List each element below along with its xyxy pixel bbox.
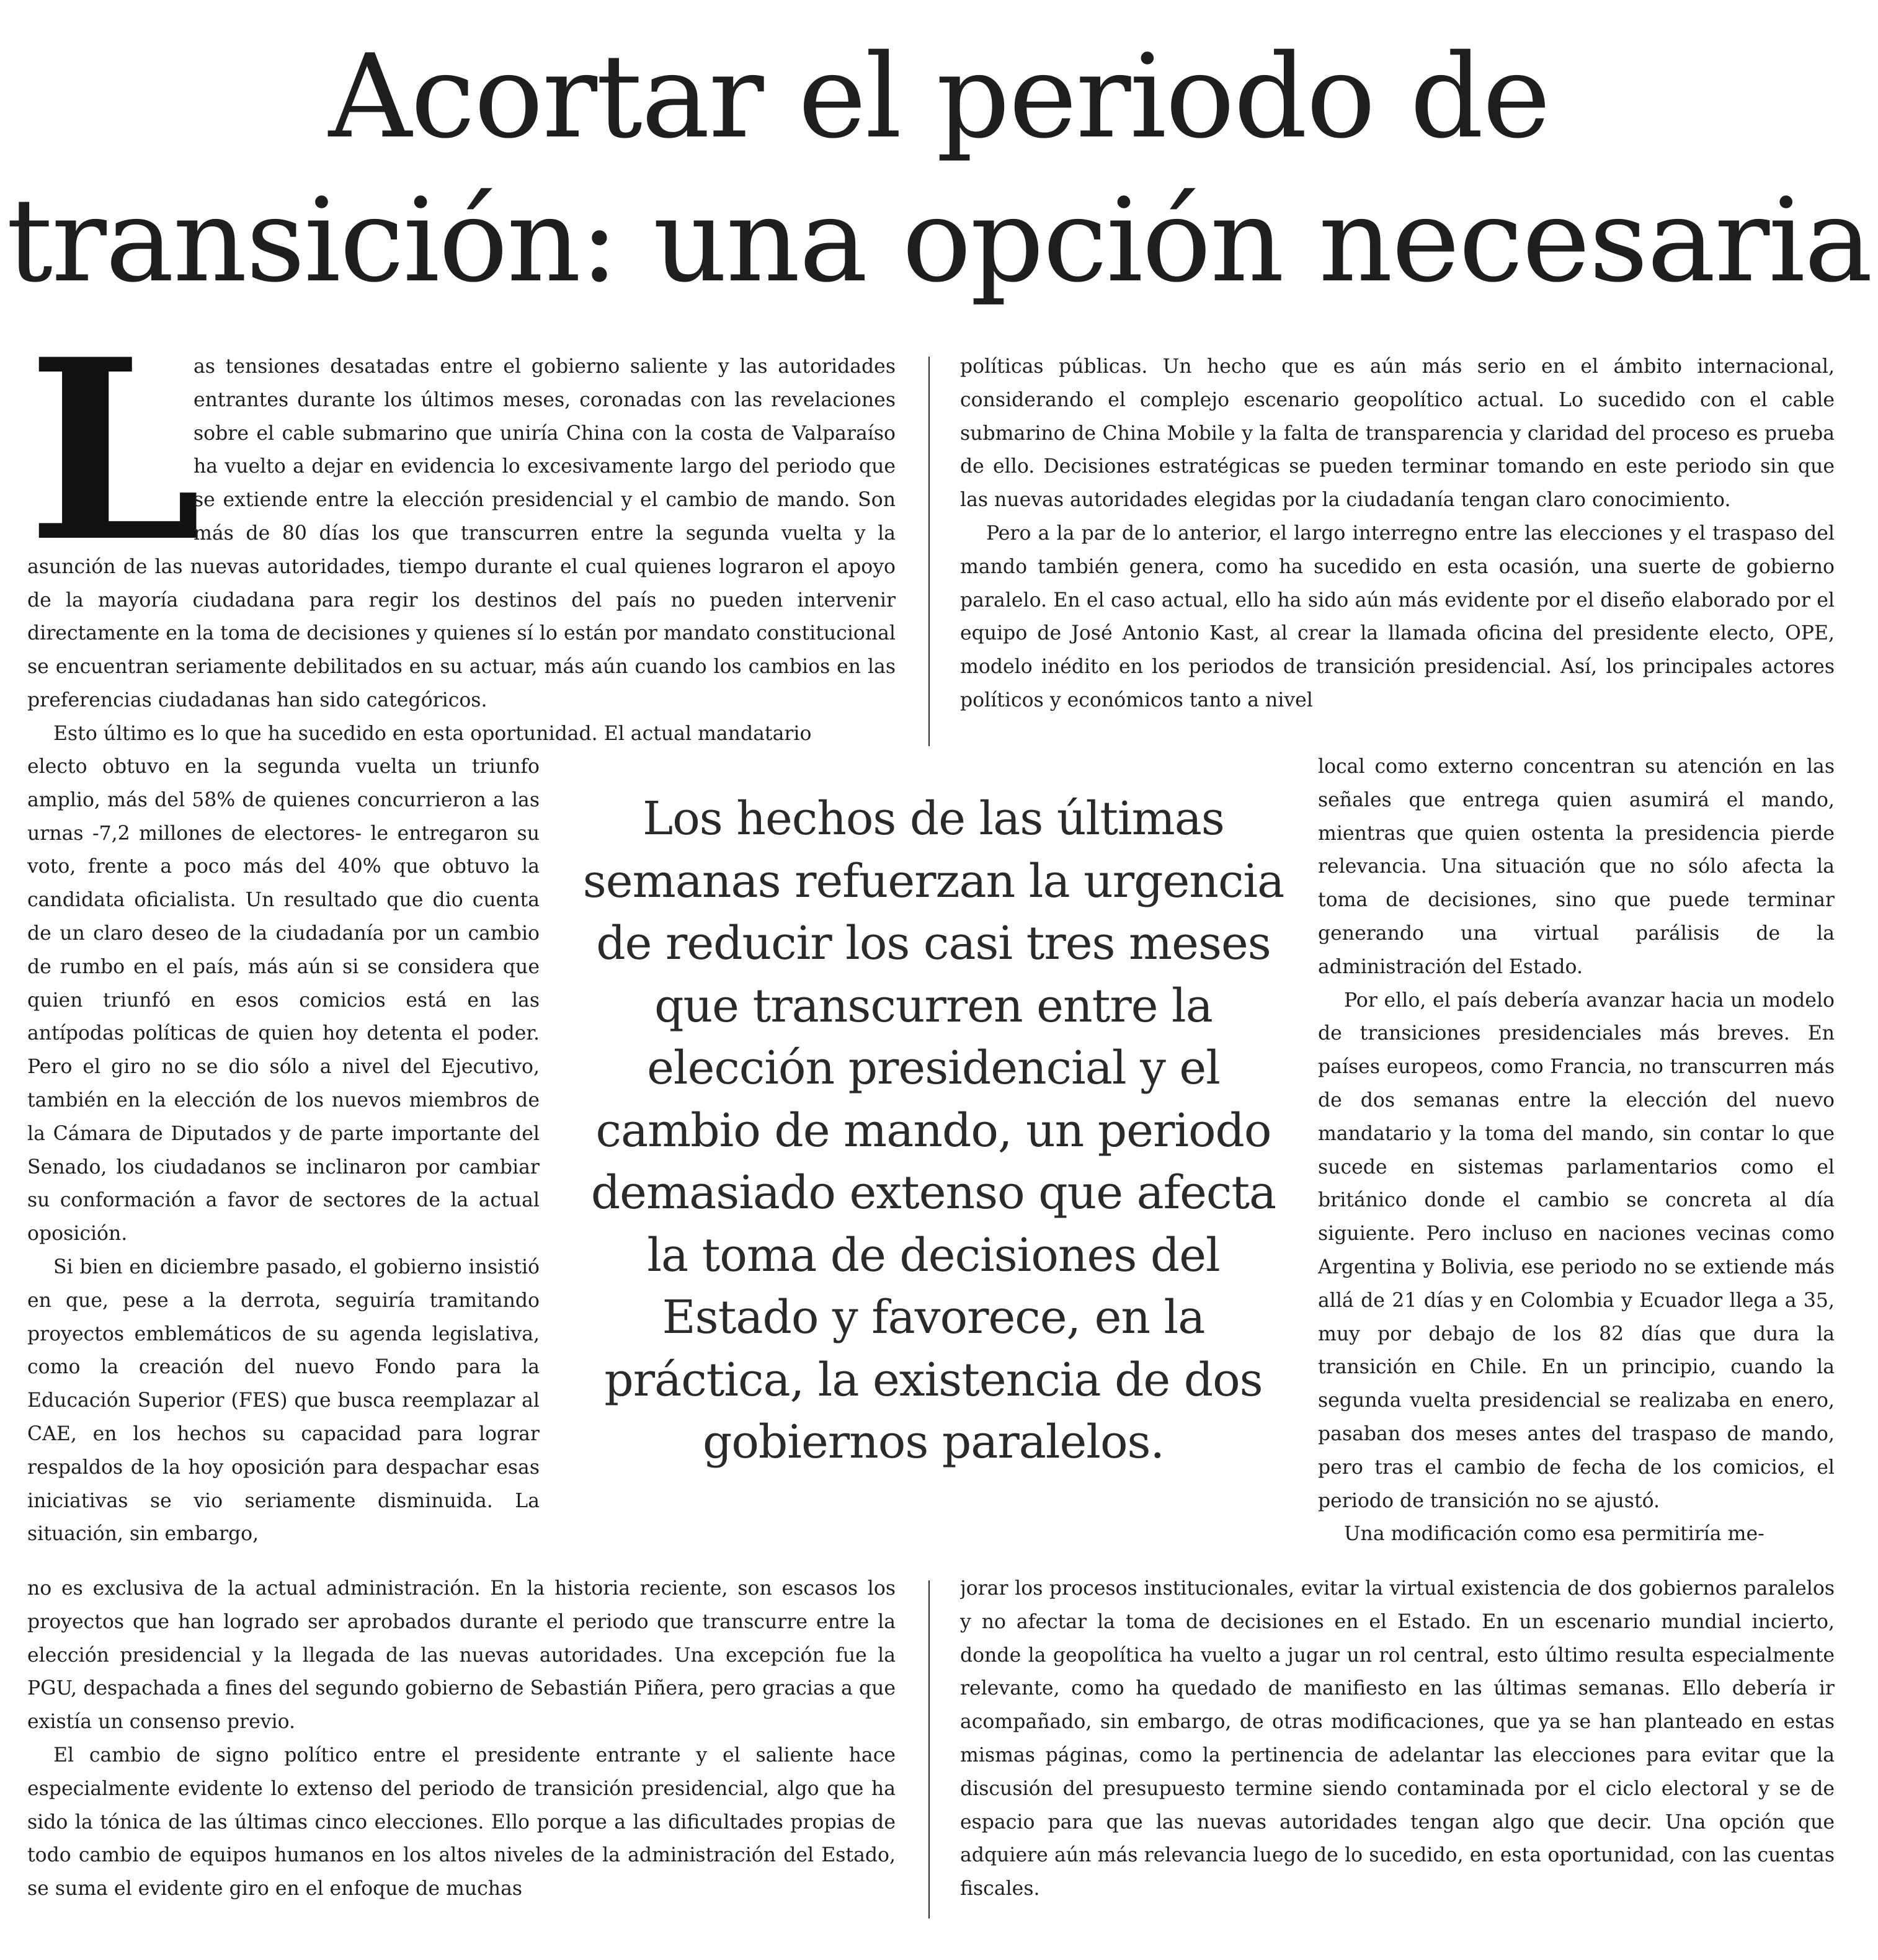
pull-quote: Los hechos de las últimas semanas refuerzan la urgencia de reducir los casi tres meses que transcurren entre la elección presidencial y el cambio de mando, un periodo demasiado extenso que afecta la toma de decisiones del Estado y favorece, en la práctica, la existencia de dos gobiernos paralelos. [582,792,1284,1469]
paragraph-8-cont: jorar los procesos institucionales, evitar la virtual existencia de dos gobiernos paralelos y no afectar la toma de decisiones en el Estado. En un escenario mundial incierto, donde la geopolítica ha vuelto a jugar un rol central, esto último resulta especialmente relevante, como ha quedado de manifiesto en las últimas semanas. Ello debería ir acompañado, sin embargo, de otras modificaciones, que ya se han planteado en estas mismas páginas, como la pertinencia de adelantar las elecciones para evitar que la discusión del presupuesto termine siendo contaminada por el ciclo electoral y se de espacio para que las nuevas autoridades tengan algo que decir. Una opción que adquiere aún más relevancia luego de lo sucedido, en esta oportunidad, con las cuentas fiscales. [960,1577,1835,1900]
paragraph-8-start: Una modificación como esa permitiría me- [1344,1523,1765,1546]
headline-line-1: Acortar el periodo de [328,29,1550,164]
paragraph-3-cont: no es exclusiva de la actual administración. En la historia reciente, son escasos los proyectos que han logrado ser aprobados durante el periodo que transcurre entre la elección presidencial y la llegada de las nuevas autoridades. Una excepción fue la PGU, despachada a fines del segundo gobierno de Sebastián Piñera, pero gracias a que existía un consenso previo. [27,1577,896,1734]
drop-cap: L [27,350,202,597]
paragraph-4: El cambio de signo político entre el presidente entrante y el saliente hace especialmente evidente lo extenso del periodo de transición presidencial, algo que ha sido la tónica de las últimas cinco elecciones. Ello porque a las dificultades propias de todo cambio de equipos humanos en los altos niveles de la administración del Estado, se suma el evidente giro en el enfoque de muchas [27,1744,896,1900]
column-1-intro [27,350,896,751]
column-1-narrow [27,751,540,1572]
paragraph-1: as tensiones desatadas entre el gobierno saliente y las autoridades entrantes durante los últimos meses, coronadas con las revelaciones sobre el cable submarino que uniría China con la costa de Valparaíso ha vuelto a dejar en evidencia lo excesivamente largo del periodo que se extiende entre la elección presidencial y el cambio de mando. Son más de 80 días los que transcurren entre la segunda vuelta y la asunción de las nuevas autoridades, tiempo durante el cual quienes lograron el apoyo de la mayoría ciudadana para regir los destinos del país no pueden intervenir directamente en la toma de decisiones y quienes sí lo están por mandato constitucional se encuentran seriamente debilitados en su actuar, más aún cuando los cambios en las preferencias ciudadanas han sido categóricos. [27,355,896,711]
paragraph-2-cont: electo obtuvo en la segunda vuelta un triunfo amplio, más del 58% de quienes concurrieron a las urnas -7,2 millones de electores- le entregaron su voto, frente a poco más del 40% que obtuvo la candidata oficialista. Un resultado que dio cuenta de un claro deseo de la ciudadanía por un cambio de rumbo en el país, más aún si se considera que quien triunfó en esos comicios está en las antípodas políticas de quien hoy detenta el poder. Pero el giro no se dio sólo a nivel del Ejecutivo, también en la elección de los nuevos miembros de la Cámara de Diputados y de parte importante del Senado, los ciudadanos se inclinaron por cambiar su conformación a favor de sectores de la actual oposición. [27,755,540,1245]
paragraph-6-start: Pero a la par de lo anterior, el largo interregno entre las elecciones y el traspaso del mando también genera, como ha sucedido en esta ocasión, una suerte de gobierno paralelo. En el caso actual, ello ha sido aún más evidente por el diseño elaborado por el equipo de José Antonio Kast, al crear la llamada oficina del presidente electo, OPE, modelo inédito en los periodos de transición presidencial. Así, los principales actores políticos y económicos tanto a nivel [960,522,1835,711]
column-2-narrow [1318,751,1835,1572]
paragraph-6-cont: local como externo concentran su atención en las señales que entrega quien asumirá el mando, mientras que quien ostenta la presidencia pierde relevancia. Una situación que no sólo afecta la toma de decisiones, sino que puede terminar generando una virtual parálisis de la administración del Estado. [1318,755,1835,978]
headline [0,25,1878,313]
paragraph-3-start: Si bien en diciembre pasado, el gobierno insistió en que, pese a la derrota, seguiría tramitando proyectos emblemáticos de su agenda legislativa, como la creación del nuevo Fondo para la Educación Superior (FES) que busca reemplazar al CAE, en los hechos su capacidad para lograr respaldos de la hoy oposición para despachar esas iniciativas se vio seriamente disminuida. La situación, sin embargo, [27,1255,540,1546]
column-2-top [960,350,1835,751]
column-rule-top [928,357,930,746]
paragraph-7: Por ello, el país debería avanzar hacia un modelo de transiciones presidenciales más breves. En países europeos, como Francia, no transcurren más de dos semanas entre la elección del nuevo mandatario y la toma del mando, sin contar lo que sucede en sistemas parlamentarios como el británico donde el cambio se concreta al día siguiente. Pero incluso en naciones vecinas como Argentina y Bolivia, ese periodo no se extiende más allá de 21 días y en Colombia y Ecuador llega a 35, muy por debajo de los 82 días que dura la transición en Chile. En un principio, cuando la segunda vuelta presidencial se realizaba en enero, pasaban dos meses antes del traspaso de mando, pero tras el cambio de fecha de los comicios, el periodo de transición no se ajustó. [1318,989,1835,1512]
column-1-bottom [27,1572,896,1920]
column-2-bottom [960,1572,1835,1920]
paragraph-5: políticas públicas. Un hecho que es aún más serio en el ámbito internacional, considerando el complejo escenario geopolítico actual. Lo sucedido con el cable submarino de China Mobile y la falta de transparencia y claridad del proceso es prueba de ello. Decisiones estratégicas se pueden terminar tomando en este periodo sin que las nuevas autoridades elegidas por la ciudadanía tengan claro conocimiento. [960,355,1835,512]
headline-line-2: transición: una opción necesaria [6,173,1872,308]
column-rule-bottom [928,1580,930,1918]
paragraph-2-start: Esto último es lo que ha sucedido en esta oportunidad. El actual mandatario [53,722,812,745]
